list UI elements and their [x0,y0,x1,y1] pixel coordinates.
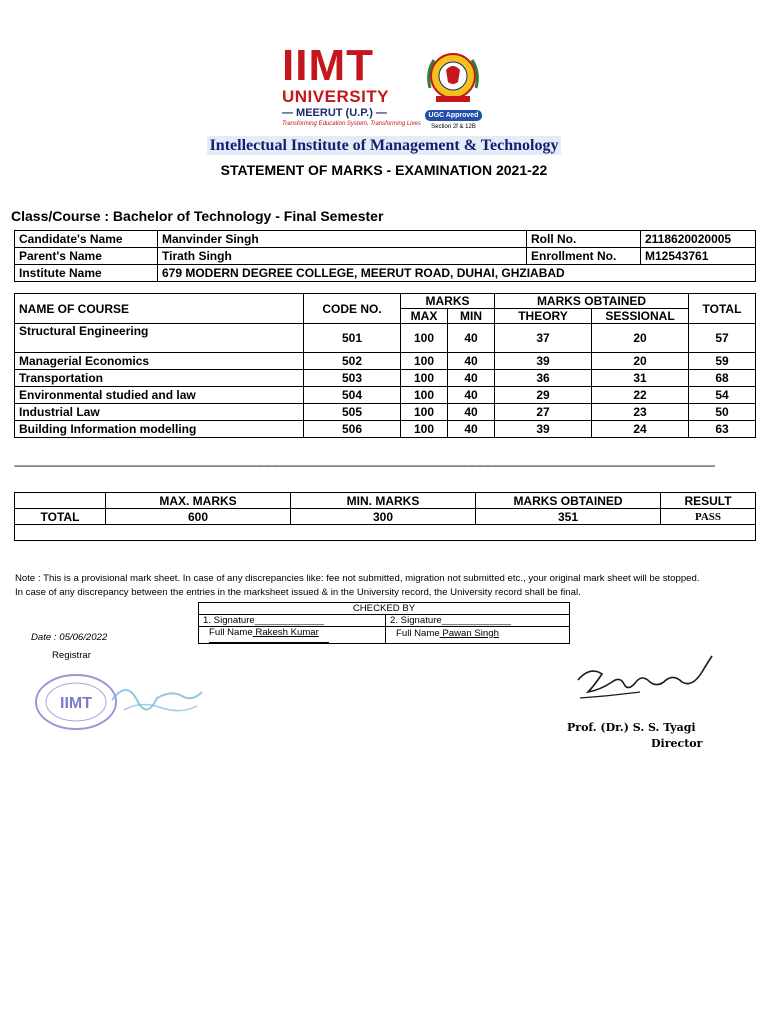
roll-label: Roll No. [527,231,641,248]
logo-city: — MEERUT (U.P.) — [282,107,387,119]
institute-title: Intellectual Institute of Management & Technology [0,137,768,155]
course-name: Transportation [15,370,304,387]
candidate-name: Manvinder Singh [158,231,527,248]
course-code: 501 [304,324,401,353]
course-title: Class/Course : Bachelor of Technology - Final Semester [11,208,384,224]
course-name: Managerial Economics [15,353,304,370]
director-name: Prof. (Dr.) S. S. Tyagi [567,721,696,734]
logo-iimt: IIMT [282,41,374,90]
issue-date: Date : 05/06/2022 [31,632,108,643]
name-label: Candidate's Name [15,231,158,248]
separator-line: ----------------------------------------------------------------------------------------------------------------------------------------------------------------------------------------------------------------------------------------------------------------------- [14,460,715,472]
enroll-number: M12543761 [641,248,756,265]
course-max: 100 [401,387,448,404]
summary-total-label: TOTAL [15,509,106,525]
course-name: Structural Engineering [15,324,304,353]
table-row [15,370,756,387]
header-theory: THEORY [495,309,592,324]
logo-wordmark [282,41,421,128]
summary-value-row [15,509,756,525]
course-code: 506 [304,421,401,438]
table-row [15,421,756,438]
summary-empty-row [15,525,756,541]
checker-2 [386,627,570,644]
checker-name-2: Pawan Singh [439,627,499,639]
info-row [15,265,756,282]
course-theory: 37 [495,324,592,353]
course-min: 40 [448,353,495,370]
emblem-icon [422,48,484,108]
course-name: Industrial Law [15,404,304,421]
logo-tagline: Transforming Education System, Transforming Lives [282,121,421,127]
course-min: 40 [448,387,495,404]
table-row [15,353,756,370]
course-total: 50 [689,404,756,421]
institute-label: Institute Name [15,265,158,282]
course-name: Environmental studied and law [15,387,304,404]
course-code: 504 [304,387,401,404]
note-line-2: In case of any discrepancy between the entries in the marksheet issued & in the University record, the University record shall be final. [15,587,581,598]
summary-blank [15,493,106,509]
course-code: 503 [304,370,401,387]
statement-title: STATEMENT OF MARKS - EXAMINATION 2021-22 [220,162,548,178]
section-text: Section 2f & 12B [431,124,476,130]
course-sessional: 20 [592,324,689,353]
course-total: 68 [689,370,756,387]
candidate-info-table [14,230,756,282]
course-max: 100 [401,353,448,370]
summary-header-row [15,493,756,509]
header-marks: MARKS [401,294,495,309]
roll-number: 2118620020005 [641,231,756,248]
info-row [15,248,756,265]
spacer [396,639,565,643]
checked-sign-row [199,615,570,627]
course-sessional: 23 [592,404,689,421]
course-sessional: 20 [592,353,689,370]
ugc-badge: UGC Approved [425,110,482,121]
summary-min-label: MIN. MARKS [291,493,476,509]
summary-obtained-label: MARKS OBTAINED [476,493,661,509]
full-name-label-2: Full Name [396,627,440,639]
course-code: 505 [304,404,401,421]
course-code: 502 [304,353,401,370]
note-line-1: Note : This is a provisional mark sheet. In case of any discrepancies like: fee not submitted, migration not submitted etc., your original mark sheet will be stopped. [15,573,700,584]
table-row [15,404,756,421]
course-total: 63 [689,421,756,438]
course-sessional: 22 [592,387,689,404]
enroll-label: Enrollment No. [527,248,641,265]
course-min: 40 [448,404,495,421]
underline [209,638,329,643]
course-min: 40 [448,324,495,353]
course-theory: 29 [495,387,592,404]
course-max: 100 [401,324,448,353]
checked-name-row [199,627,570,644]
course-theory: 36 [495,370,592,387]
summary-max-label: MAX. MARKS [106,493,291,509]
checked-title: CHECKED BY [199,603,570,615]
institute-name: 679 MODERN DEGREE COLLEGE, MEERUT ROAD, DUHAI, GHZIABAD [158,265,756,282]
signature-2: 2. Signature_____________ [386,615,570,627]
registrar-label: Registrar [52,650,91,661]
stamp-text: IIMT [60,695,92,712]
course-min: 40 [448,370,495,387]
summary-result-label: RESULT [661,493,756,509]
header-max: MAX [401,309,448,324]
header-total: TOTAL [689,294,756,324]
logo-university: UNIVERSITY [282,87,390,106]
info-row [15,231,756,248]
university-logo [282,41,488,138]
header-code: CODE NO. [304,294,401,324]
header-course: NAME OF COURSE [15,294,304,324]
course-sessional: 24 [592,421,689,438]
parent-name: Tirath Singh [158,248,527,265]
table-row [15,324,756,353]
signature-1: 1. Signature_____________ [199,615,386,627]
course-name: Building Information modelling [15,421,304,438]
checked-title-row [199,603,570,615]
table-row [15,387,756,404]
director-title: Director [651,737,703,750]
course-total: 59 [689,353,756,370]
director-signature-icon [570,652,720,712]
summary-table [14,492,756,541]
course-total: 54 [689,387,756,404]
registrar-stamp-icon [32,670,208,732]
summary-result: PASS [661,509,756,525]
header-obtained: MARKS OBTAINED [495,294,689,309]
course-max: 100 [401,421,448,438]
header-sessional: SESSIONAL [592,309,689,324]
marks-table [14,293,756,438]
course-max: 100 [401,404,448,421]
header-min: MIN [448,309,495,324]
course-min: 40 [448,421,495,438]
marks-header-row [15,294,756,309]
summary-empty-cell [15,525,756,541]
course-total: 57 [689,324,756,353]
summary-min: 300 [291,509,476,525]
checked-by-table [198,602,570,644]
full-name-label-1: Full Name [209,627,253,638]
course-theory: 27 [495,404,592,421]
course-theory: 39 [495,421,592,438]
summary-obtained: 351 [476,509,661,525]
checker-1 [199,627,386,644]
checker-name-1: Rakesh Kumar [252,627,319,638]
course-max: 100 [401,370,448,387]
summary-max: 600 [106,509,291,525]
parent-label: Parent's Name [15,248,158,265]
course-theory: 39 [495,353,592,370]
note-text [15,572,760,600]
course-sessional: 31 [592,370,689,387]
